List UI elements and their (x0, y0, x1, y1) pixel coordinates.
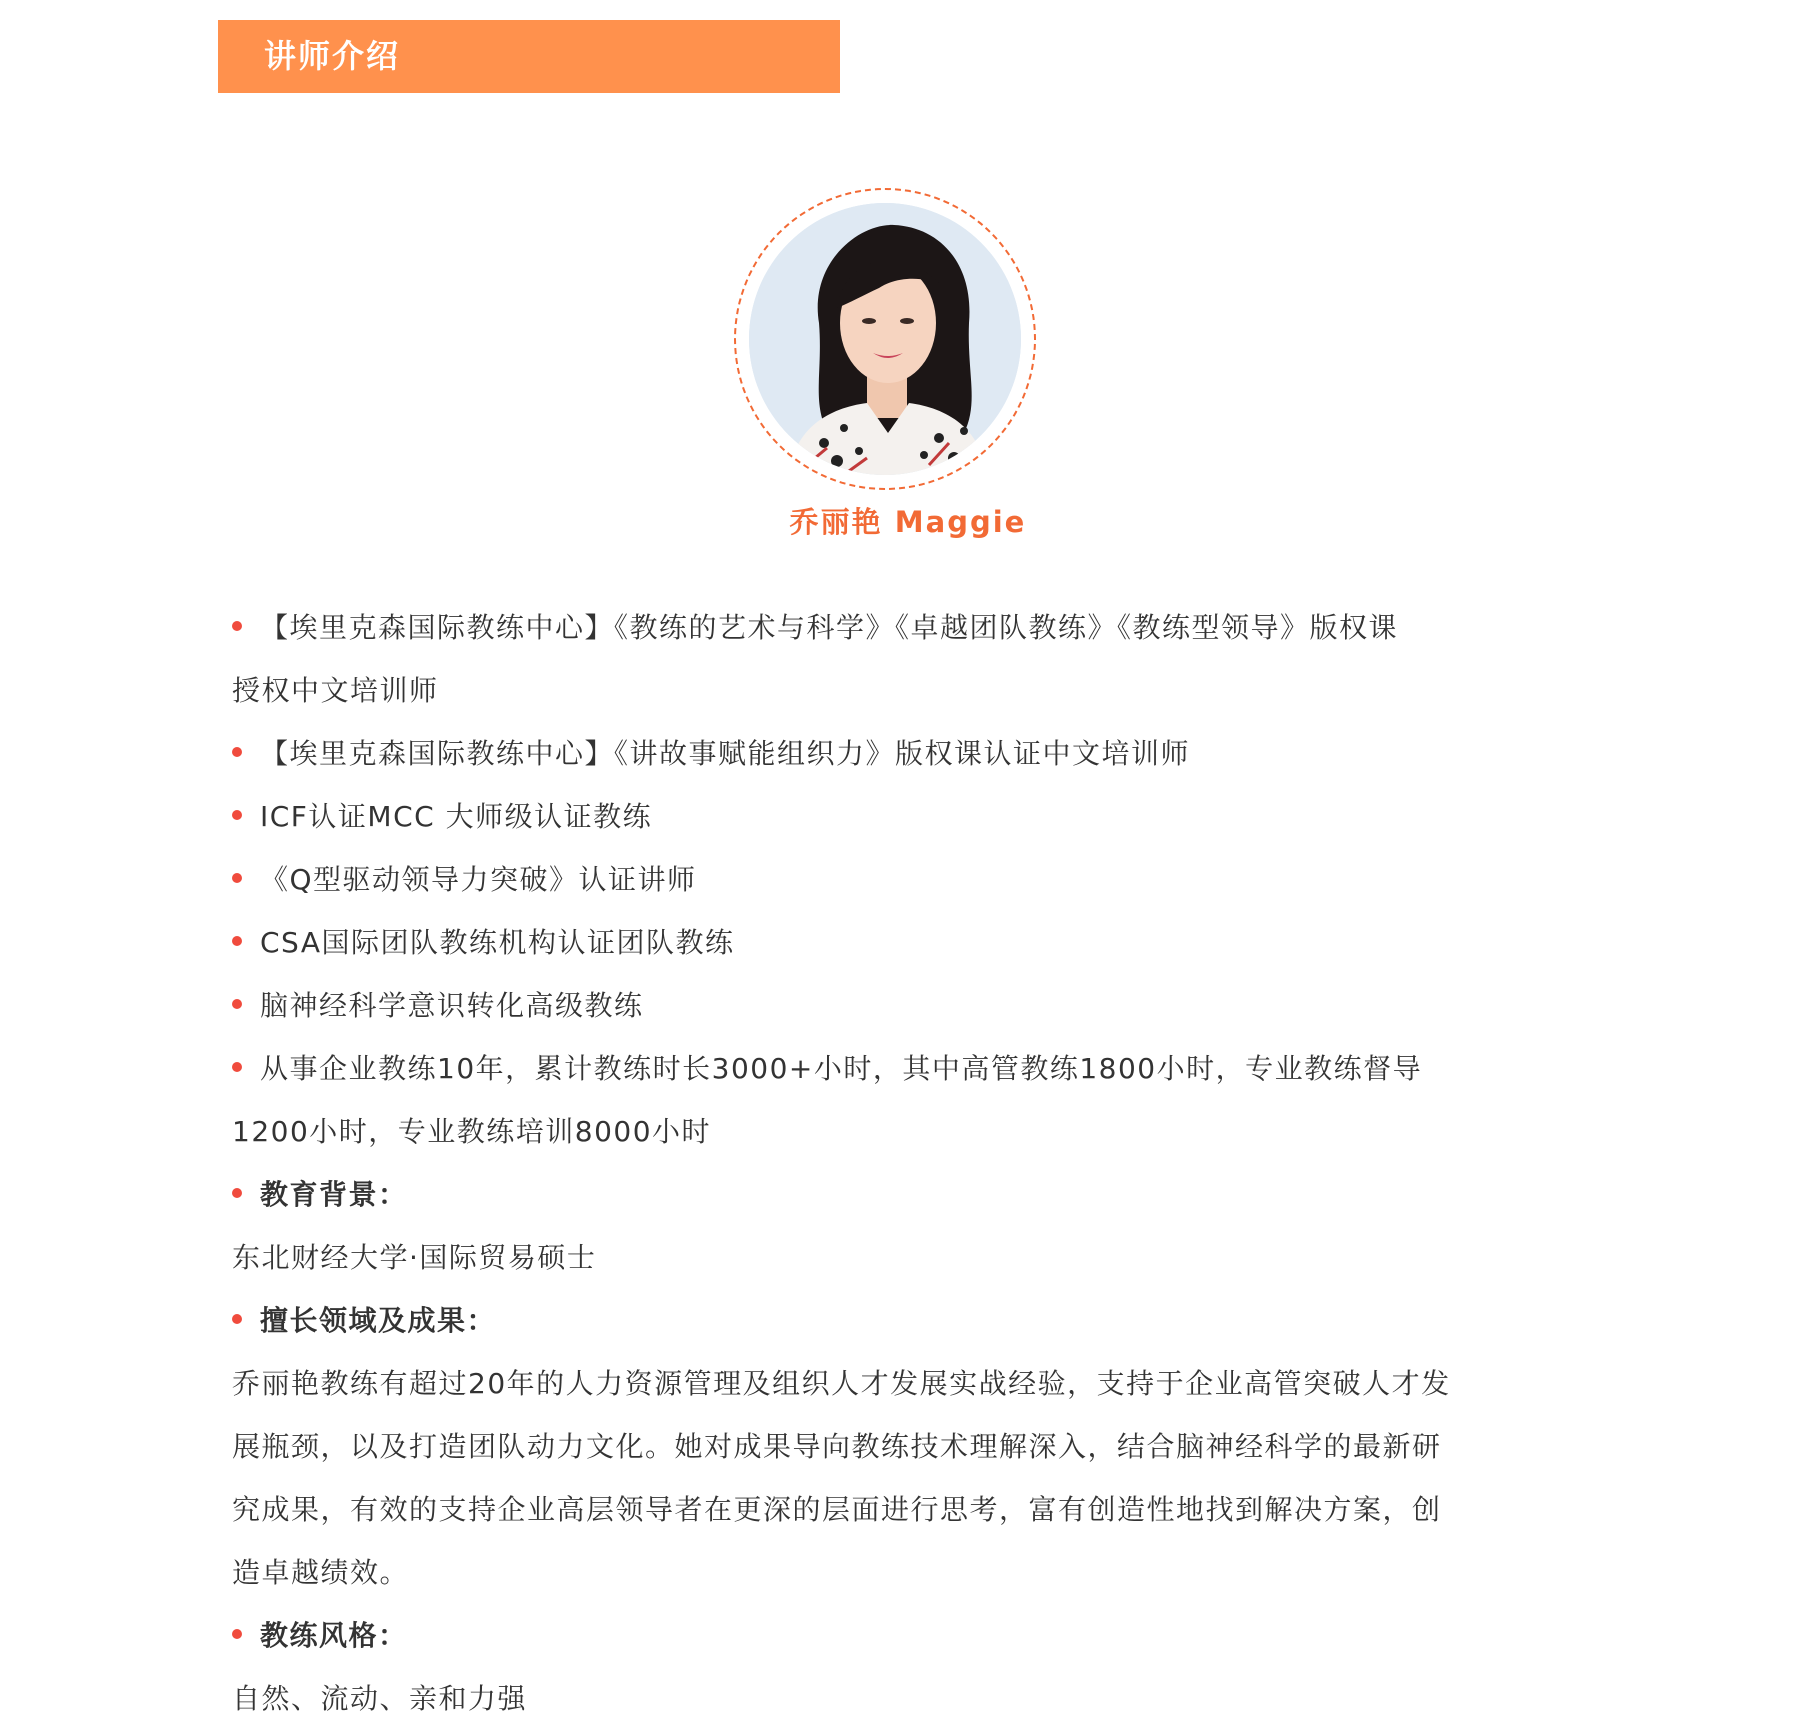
text-line (232, 1541, 1542, 1604)
bullet-item (232, 785, 1542, 848)
line-text: 东北财经大学·国际贸易硕士 (232, 1241, 597, 1274)
line-text: 造卓越绩效。 (232, 1556, 410, 1589)
line-text: 究成果，有效的支持企业高层领导者在更深的层面进行思考，富有创造性地找到解决方案，创 (232, 1493, 1442, 1526)
bullet-dot-icon (232, 873, 242, 883)
text-line (232, 1226, 1542, 1289)
line-text: 教练风格： (260, 1619, 408, 1652)
bullet-item (232, 1604, 1542, 1667)
bullet-dot-icon (232, 621, 242, 631)
section-title: 讲师介绍 (264, 37, 401, 75)
bullet-dot-icon (232, 1188, 242, 1198)
bullet-dot-icon (232, 1314, 242, 1324)
line-text: 《Q型驱动领导力突破》认证讲师 (260, 863, 697, 896)
bullet-item (232, 974, 1542, 1037)
bullet-dot-icon (232, 936, 242, 946)
line-text: 教育背景： (260, 1178, 408, 1211)
line-text: ICF认证MCC 大师级认证教练 (260, 800, 653, 833)
bullet-item (232, 911, 1542, 974)
bullet-dot-icon (232, 999, 242, 1009)
line-text: 【埃里克森国际教练中心】《讲故事赋能组织力》版权课认证中文培训师 (260, 737, 1191, 770)
instructor-name: 乔丽艳 Maggie (789, 505, 1027, 539)
text-line (232, 1667, 1542, 1730)
bullet-item (232, 1289, 1542, 1352)
text-line (232, 1478, 1542, 1541)
line-text: 展瓶颈，以及打造团队动力文化。她对成果导向教练技术理解深入，结合脑神经科学的最新研 (232, 1430, 1442, 1463)
line-text: 脑神经科学意识转化高级教练 (260, 989, 644, 1022)
bullet-dot-icon (232, 1062, 242, 1072)
line-text: 1200小时，专业教练培训8000小时 (232, 1115, 712, 1148)
line-text: 擅长领域及成果： (260, 1304, 497, 1337)
instructor-bio (232, 596, 1542, 1730)
bullet-item (232, 1037, 1542, 1100)
line-text: 从事企业教练10年，累计教练时长3000+小时，其中高管教练1800小时，专业教练督导 (260, 1052, 1423, 1085)
line-text: 自然、流动、亲和力强 (232, 1682, 528, 1715)
text-line (232, 1415, 1542, 1478)
line-text: 授权中文培训师 (232, 674, 439, 707)
bullet-item (232, 722, 1542, 785)
bullet-item (232, 1163, 1542, 1226)
text-line (232, 659, 1542, 722)
text-line (232, 1352, 1542, 1415)
bullet-dot-icon (232, 810, 242, 820)
bullet-dot-icon (232, 1629, 242, 1639)
text-line (232, 1100, 1542, 1163)
bullet-item (232, 596, 1542, 659)
avatar-frame (734, 188, 1036, 490)
line-text: 乔丽艳教练有超过20年的人力资源管理及组织人才发展实战经验，支持于企业高管突破人才发 (232, 1367, 1451, 1400)
portrait-photo (749, 203, 1021, 475)
bullet-dot-icon (232, 747, 242, 757)
bullet-item (232, 848, 1542, 911)
line-text: 【埃里克森国际教练中心】《教练的艺术与科学》《卓越团队教练》《教练型领导》版权课 (260, 611, 1399, 644)
section-header (218, 20, 840, 93)
avatar (749, 203, 1021, 475)
line-text: CSA国际团队教练机构认证团队教练 (260, 926, 735, 959)
